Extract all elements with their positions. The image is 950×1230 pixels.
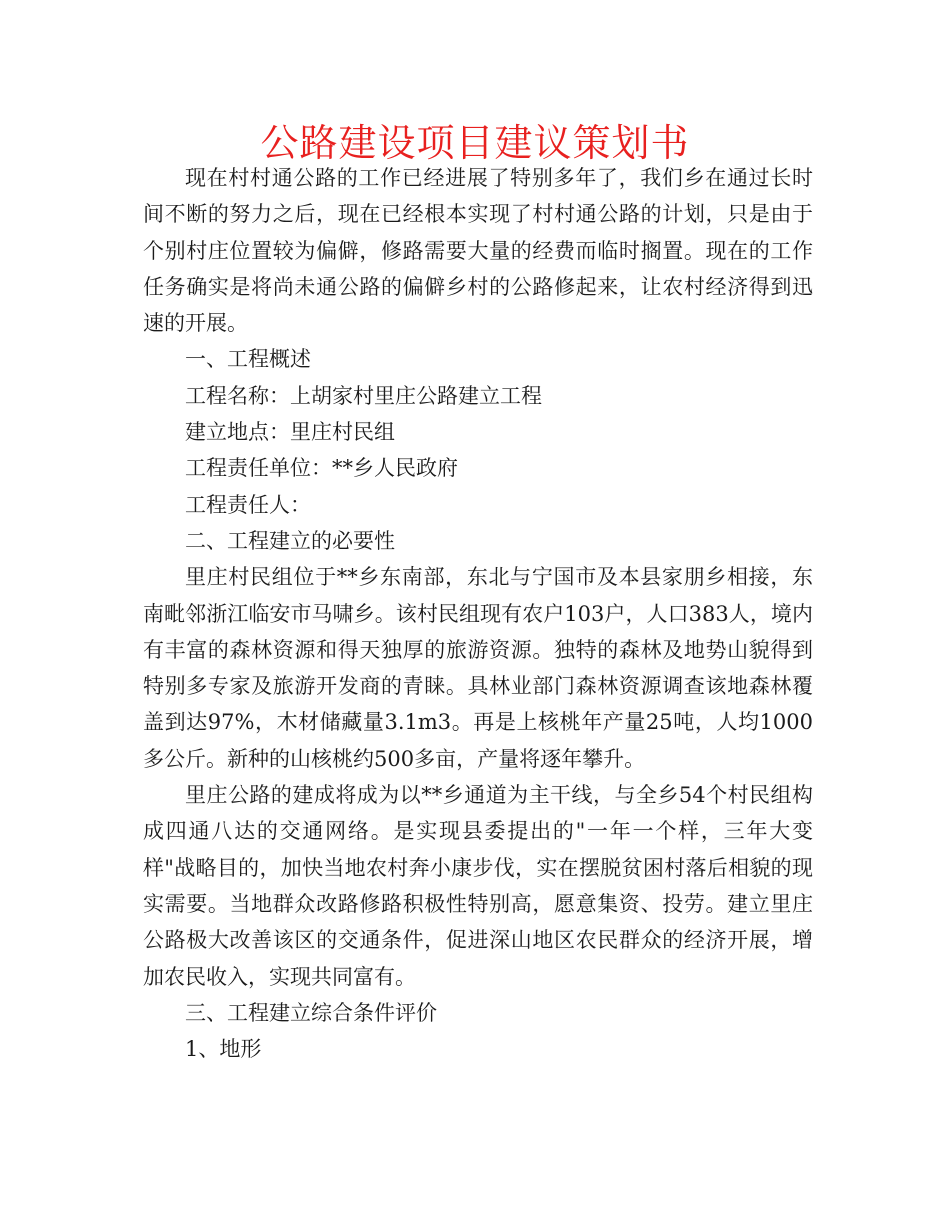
project-location-line: 建立地点：里庄村民组 <box>185 420 395 445</box>
project-name-line: 工程名称：上胡家村里庄公路建立工程 <box>185 383 542 408</box>
necessity-paragraph-1: 里庄村民组位于**乡东南部，东北与宁国市及本县家朋乡相接，东南毗邻浙江临安市马啸乡。该村民组现有农户103户，人口383人，境内有丰富的森林资源和得天独厚的旅游资源。独特的森林及地势山貌得到特别多专家及旅游开发商的青睐。具林业部门森林资源调查该地森林覆盖到达97%，木材储藏量3.1m3。再是上核桃年产量25吨，人均1000多公斤。新种的山核桃约500多亩，产量将逐年攀升。 <box>143 565 813 771</box>
responsible-unit-line: 工程责任单位：**乡人民政府 <box>185 456 458 481</box>
responsible-person-line: 工程责任人： <box>185 492 311 517</box>
necessity-paragraph-2: 里庄公路的建成将成为以**乡通道为主干线，与全乡54个村民组构成四通八达的交通网络。是实现县委提出的"一年一个样，三年大变样"战略目的，加快当地农村奔小康步伐，实在摆脱贫困村落后相貌的现实需要。当地群众改路修路积极性特别高，愿意集资、投劳。建立里庄公路极大改善该区的交通条件，促进深山地区农民群众的经济开展，增加农民收入，实现共同富有。 <box>143 783 813 989</box>
intro-paragraph: 现在村村通公路的工作已经进展了特别多年了，我们乡在通过长时间不断的努力之后，现在已经根本实现了村村通公路的计划，只是由于个别村庄位置较为偏僻，修路需要大量的经费而临时搁置。现在的工作任务确实是将尚未通公路的偏僻乡村的公路修起来，让农村经济得到迅速的开展。 <box>143 166 813 336</box>
section-heading-overview: 一、工程概述 <box>185 347 311 372</box>
document-body <box>143 160 813 1067</box>
section-heading-evaluation: 三、工程建立综合条件评价 <box>185 1000 437 1025</box>
document-title: 公路建设项目建议策划书 <box>260 121 690 165</box>
section-heading-necessity: 二、工程建立的必要性 <box>185 528 395 553</box>
subsection-heading-terrain: 1、地形 <box>185 1037 262 1062</box>
